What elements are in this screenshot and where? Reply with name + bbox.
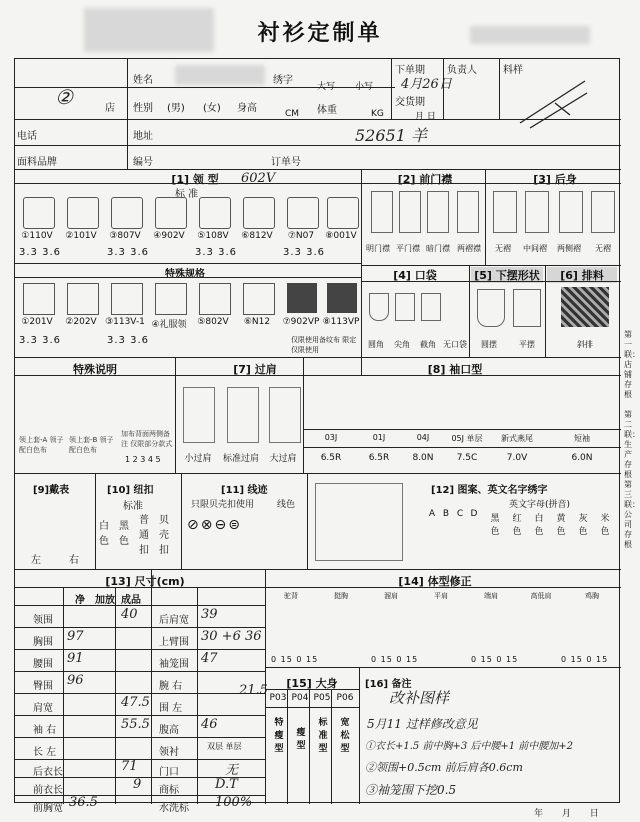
- placket-shirt-icon: [427, 191, 449, 233]
- name-redacted: [175, 65, 265, 85]
- cuff-size: 6.5R: [368, 453, 390, 463]
- pocket-option[interactable]: 无口袋: [443, 340, 467, 349]
- height-label: 身高: [237, 103, 257, 114]
- watch-right[interactable]: 右: [69, 555, 79, 566]
- size-row-label: 前衣长: [33, 785, 63, 796]
- remarks-title: [16] 备注: [365, 679, 412, 690]
- special-collar-type[interactable]: ④礼服领: [151, 320, 187, 330]
- pleat-option[interactable]: 斜排: [577, 340, 593, 349]
- size-value: 97: [67, 629, 84, 644]
- thread-color[interactable]: 黑色: [490, 514, 500, 537]
- cuff-size: 7.5C: [456, 453, 478, 463]
- male-option[interactable]: (男): [167, 103, 185, 114]
- collar-type[interactable]: ③807V: [109, 231, 141, 241]
- special-collar-type[interactable]: ⑤802V: [197, 317, 229, 327]
- fit-code: P03: [269, 693, 287, 703]
- pocket-option[interactable]: 圆角: [368, 340, 384, 349]
- hem-flat-icon: [513, 289, 541, 327]
- size-right-value: 双层 单层: [207, 742, 242, 751]
- cuff-size: 8.0N: [412, 453, 434, 463]
- special-collar-type[interactable]: ②202V: [65, 317, 97, 327]
- collar-type[interactable]: ①110V: [21, 231, 53, 241]
- back-shirt-icon: [591, 191, 615, 233]
- size-row-label: 肩宽: [33, 703, 53, 714]
- size-value: 71: [121, 759, 138, 774]
- thread-color[interactable]: 白色: [534, 514, 544, 537]
- collar-size-row: 3.3 3.6: [195, 247, 237, 258]
- order-date-label: 下单期: [395, 65, 425, 76]
- special-note-item[interactable]: 加布背面两侧备注 仅限部分款式: [121, 430, 173, 448]
- body-shape-scale: 0 15 0 15: [471, 655, 519, 664]
- watch-left[interactable]: 左: [31, 555, 41, 566]
- watch-title: [9]戴表: [33, 485, 70, 496]
- special-note-item[interactable]: 领上套-A 领子配白色布: [19, 436, 64, 454]
- fit-code: P06: [336, 693, 354, 703]
- fabric-sample-mark: [515, 73, 595, 133]
- contact-redacted: [470, 26, 590, 44]
- size-right-label: 腹高: [159, 725, 179, 736]
- female-option[interactable]: (女): [203, 103, 221, 114]
- placket-option[interactable]: 平门襟: [396, 244, 420, 253]
- special-collar-note: 仅限使用备纹布 限定仅限使用: [291, 336, 357, 354]
- side-label: 第一联：店铺存根: [624, 330, 640, 399]
- fit-code: P05: [313, 693, 331, 703]
- form-title: 衬衫定制单: [257, 21, 383, 46]
- body-shape-scale: 0 15 0 15: [271, 655, 319, 664]
- collar-shirt-icon: [287, 197, 319, 229]
- size-right-label: 后肩宽: [159, 615, 189, 626]
- back-shirt-icon: [559, 191, 583, 233]
- collar-shirt-icon: [23, 197, 55, 229]
- size-row-label: 领围: [33, 615, 53, 626]
- upper-case-label: 大写: [317, 82, 336, 92]
- button-option[interactable]: 贝壳扣: [159, 515, 169, 556]
- fabric-sample-label: 料样: [503, 65, 523, 76]
- stitch-title: [11] 线迹: [221, 485, 268, 496]
- special-collar-icon: [243, 283, 275, 315]
- order-number-label: 订单号: [271, 157, 301, 168]
- size-right-value: 无: [225, 763, 239, 778]
- remark-line: 改补图样: [389, 689, 450, 707]
- hem-round-icon: [477, 289, 505, 327]
- body-shape-option[interactable]: 驼背: [284, 592, 298, 600]
- cuff-type[interactable]: 新式燕尾: [501, 434, 533, 443]
- size-right-value: 39: [201, 607, 218, 622]
- special-collar-icon: [67, 283, 99, 315]
- special-note-title: 特殊说明: [73, 363, 117, 376]
- shoulder-small-icon: [183, 387, 215, 443]
- collar-special-title: 特殊规格: [165, 269, 205, 280]
- size-right-label: 商标: [159, 785, 179, 796]
- fit-option[interactable]: 特瘦型: [274, 718, 284, 754]
- chest-note: 9: [133, 777, 142, 792]
- remark-line: ③袖笼围下挖0.5: [365, 783, 457, 797]
- cuff-size: 6.0N: [571, 453, 593, 463]
- special-collar-type[interactable]: ⑦902VP: [282, 317, 320, 327]
- size-right-label: 上臂围: [159, 637, 189, 648]
- hem-option[interactable]: 平摆: [519, 340, 535, 349]
- back-shirt-icon: [525, 191, 549, 233]
- store-label: 店: [105, 103, 115, 114]
- special-collar-icon: [199, 283, 231, 315]
- body-shape-option[interactable]: 高低肩: [530, 592, 552, 600]
- monogram-subtitle: 英文字母(拼音): [509, 500, 571, 510]
- collar-type[interactable]: ②101V: [65, 231, 97, 241]
- thread-color[interactable]: 灰色: [578, 514, 588, 537]
- size-header: 成品: [121, 595, 141, 606]
- monogram-position[interactable]: A: [428, 509, 436, 519]
- hem-title: [5] 下摆形状: [471, 267, 543, 283]
- size-value: 36.5: [69, 795, 98, 810]
- special-collar-size-row: 3.3 3.6: [19, 335, 61, 346]
- placket-shirt-icon: [399, 191, 421, 233]
- shoulder-option[interactable]: 标准过肩: [222, 454, 259, 464]
- collar-size-row: 3.3 3.6: [283, 247, 325, 258]
- size-row-label: 后衣长: [33, 767, 63, 778]
- weight-unit: KG: [371, 109, 384, 119]
- monogram-title: [12] 图案、英文名字绣字: [431, 485, 548, 496]
- special-collar-size-row: 3.3 3.6: [107, 335, 149, 346]
- special-collar-icon: [287, 283, 317, 313]
- monogram-shirt-icon: [315, 483, 403, 561]
- fit-option[interactable]: 宽松型: [340, 718, 350, 754]
- button-option[interactable]: 白色: [99, 521, 109, 547]
- special-collar-icon: [23, 283, 55, 315]
- cuff-type[interactable]: 01J: [372, 433, 386, 442]
- logo-redacted: [84, 8, 214, 52]
- height-unit: CM: [285, 109, 300, 119]
- size-header: 加放: [95, 595, 115, 606]
- body-shape-scale: 0 15 0 15: [561, 655, 609, 664]
- cuff-type[interactable]: 03J: [324, 433, 338, 442]
- placket-shirt-icon: [457, 191, 479, 233]
- fabric-brand-label: 面料品牌: [17, 157, 57, 168]
- special-collar-type[interactable]: ③113V-1: [105, 317, 145, 327]
- body-shape-title: [14] 体型修正: [398, 575, 472, 588]
- body-shape-option[interactable]: 溜肩: [384, 592, 398, 600]
- back-option[interactable]: 无褶: [495, 244, 511, 253]
- collar-shirt-icon: [327, 197, 359, 229]
- size-row-label: 长 左: [33, 747, 57, 758]
- size-value: 91: [67, 651, 84, 666]
- cuff-title: [8] 袖口型: [427, 363, 483, 376]
- shoulder-standard-icon: [227, 387, 259, 443]
- placket-title: [2] 前门襟: [397, 173, 453, 186]
- placket-option[interactable]: 明门襟: [366, 244, 390, 253]
- collar-shirt-icon: [111, 197, 143, 229]
- cuff-size: 7.0V: [506, 453, 528, 463]
- pocket-option[interactable]: 尖角: [394, 340, 410, 349]
- thread-color[interactable]: 黄色: [556, 514, 566, 537]
- size-right-value: 47: [201, 651, 218, 666]
- size-right-value: D.T: [215, 777, 238, 792]
- size-right-value: 21.5: [239, 683, 268, 698]
- shoulder-title: [7] 过肩: [233, 363, 277, 376]
- shoulder-large-icon: [269, 387, 301, 443]
- back-option[interactable]: 无褶: [595, 244, 611, 253]
- back-title: [3] 后身: [533, 173, 577, 186]
- cuff-type[interactable]: 04J: [416, 433, 430, 442]
- special-collar-type[interactable]: ①201V: [21, 317, 53, 327]
- size-right-label: 腕 右: [159, 681, 183, 692]
- order-date-value: 4月26日: [401, 77, 452, 92]
- delivery-label: 交货期: [395, 97, 425, 108]
- monogram-position[interactable]: B: [442, 509, 450, 519]
- collar-type[interactable]: ⑤108V: [197, 231, 229, 241]
- special-collar-icon: [111, 283, 143, 315]
- size-row-label: 臀围: [33, 681, 53, 692]
- embroidery-label: 绣字: [273, 75, 293, 86]
- stitch-color: 线色: [277, 500, 296, 510]
- stitch-symbols: ⊘⊗⊖⊜: [187, 517, 242, 533]
- remark-line: ①衣长+1.5 前中胸+3 后中腰+1 前中腰加+2: [365, 741, 574, 752]
- collar-type[interactable]: ⑥812V: [241, 231, 273, 241]
- collar-handwritten: 602V: [241, 171, 276, 186]
- stitch-note: 只限贝壳扣使用: [191, 500, 255, 510]
- collar-standard-label: 标 准: [175, 189, 199, 200]
- special-collar-type[interactable]: ⑧113VP: [322, 317, 360, 327]
- size-right-label: 领衬: [159, 747, 179, 758]
- back-option[interactable]: 中间褶: [523, 244, 547, 253]
- pocket-cut-icon: [421, 293, 441, 321]
- back-option[interactable]: 两侧褶: [557, 244, 581, 253]
- size-value: 96: [67, 673, 84, 688]
- size-header: 净: [75, 595, 85, 606]
- size-right-value: 30 +6 36: [201, 629, 262, 644]
- special-collar-icon: [155, 283, 187, 315]
- size-right-value: 46: [201, 717, 218, 732]
- collar-shirt-icon: [199, 197, 231, 229]
- pleat-title: [6] 排料: [547, 267, 617, 283]
- footer-date: 年 月 日: [534, 809, 607, 819]
- special-collar-icon: [327, 283, 357, 313]
- size-value: 40: [121, 607, 138, 622]
- weight-label: 体重: [317, 105, 337, 116]
- size-value: 55.5: [121, 717, 150, 732]
- collar-type[interactable]: ⑧001V: [325, 231, 357, 241]
- collar-shirt-icon: [67, 197, 99, 229]
- name-label: 姓名: [133, 75, 153, 86]
- code-label: 编号: [133, 157, 153, 168]
- collar-size-row: 3.3 3.6: [19, 247, 61, 258]
- body-shape-option[interactable]: 挺胸: [334, 592, 348, 600]
- size-row-label: 袖 右: [33, 725, 57, 736]
- cuff-size: 6.5R: [320, 453, 342, 463]
- body-shape-option[interactable]: 鸡胸: [585, 592, 599, 600]
- fit-option[interactable]: 标准型: [318, 718, 328, 754]
- fit-code: P04: [291, 693, 309, 703]
- size-row-label: 前胸宽: [33, 803, 63, 814]
- placket-option[interactable]: 两褶襟: [457, 244, 481, 253]
- cuff-type[interactable]: 05J 单层: [451, 434, 483, 443]
- size-title: [13] 尺寸(cm): [105, 575, 185, 588]
- special-collar-type[interactable]: ⑥N12: [243, 317, 271, 327]
- pleat-diagonal-icon: [561, 287, 609, 327]
- remark-line: 5月11 过样修改意见: [367, 717, 478, 731]
- collar-shirt-icon: [243, 197, 275, 229]
- collar-type[interactable]: ⑦N07: [287, 231, 315, 241]
- collar-title: [1] 领 型: [171, 173, 219, 186]
- hem-option[interactable]: 圆摆: [481, 340, 497, 349]
- placket-shirt-icon: [371, 191, 393, 233]
- order-number-value: 52651 羊: [355, 126, 427, 145]
- pocket-option[interactable]: 截角: [420, 340, 436, 349]
- button-option[interactable]: 普通扣: [139, 515, 149, 556]
- thread-color[interactable]: 红色: [512, 514, 522, 537]
- size-right-label: 水洗标: [159, 803, 189, 814]
- size-value: 47.5: [121, 695, 150, 710]
- monogram-position[interactable]: D: [470, 509, 478, 519]
- phone-label: 电话: [17, 131, 37, 142]
- collar-shirt-icon: [155, 197, 187, 229]
- address-label: 地址: [133, 131, 153, 142]
- size-row-label: 腰围: [33, 659, 53, 670]
- pocket-title: [4] 口袋: [393, 269, 437, 282]
- size-right-label: 门口: [159, 767, 179, 778]
- cuff-type[interactable]: 短袖: [574, 434, 590, 443]
- pocket-round-icon: [369, 293, 389, 321]
- side-label: 第三联：公司存根: [624, 480, 640, 549]
- store-number: ②: [55, 85, 73, 109]
- monogram-position[interactable]: C: [456, 509, 464, 519]
- shoulder-option[interactable]: 小过肩: [184, 454, 212, 464]
- special-note-item[interactable]: 领上套-B 领子配白色布: [69, 436, 114, 454]
- button-title: [10] 纽扣: [107, 485, 154, 496]
- thread-color[interactable]: 米色: [600, 514, 610, 537]
- gender-label: 性别: [133, 103, 153, 114]
- size-right-label: 袖笼围: [159, 659, 189, 670]
- lower-case-label: 小写: [355, 82, 374, 92]
- pocket-pointed-icon: [395, 293, 415, 321]
- fit-option[interactable]: 瘦型: [296, 728, 306, 751]
- size-right-label: 围 左: [159, 703, 183, 714]
- delivery-month-day: 月 日: [415, 112, 436, 122]
- side-label: 第二联：生产存根: [624, 410, 640, 479]
- fit-title: [15] 大身: [286, 677, 338, 690]
- body-shape-scale: 0 15 0 15: [371, 655, 419, 664]
- body-shape-option[interactable]: 端肩: [484, 592, 498, 600]
- owner-label: 负责人: [447, 65, 477, 76]
- collar-size-row: 3.3 3.6: [107, 247, 149, 258]
- collar-type[interactable]: ④902V: [153, 231, 185, 241]
- remark-line: ②领围+0.5cm 前后肩各0.6cm: [365, 761, 523, 774]
- back-shirt-icon: [493, 191, 517, 233]
- placket-option[interactable]: 暗门襟: [426, 244, 450, 253]
- body-shape-option[interactable]: 平肩: [434, 592, 448, 600]
- size-row-label: 胸围: [33, 637, 53, 648]
- button-standard: 标准: [123, 501, 143, 512]
- size-right-value: 100%: [215, 795, 253, 810]
- special-note-ids: 1 2 3 4 5: [125, 455, 161, 464]
- button-option[interactable]: 黑色: [119, 521, 129, 547]
- shoulder-option[interactable]: 大过肩: [269, 454, 297, 464]
